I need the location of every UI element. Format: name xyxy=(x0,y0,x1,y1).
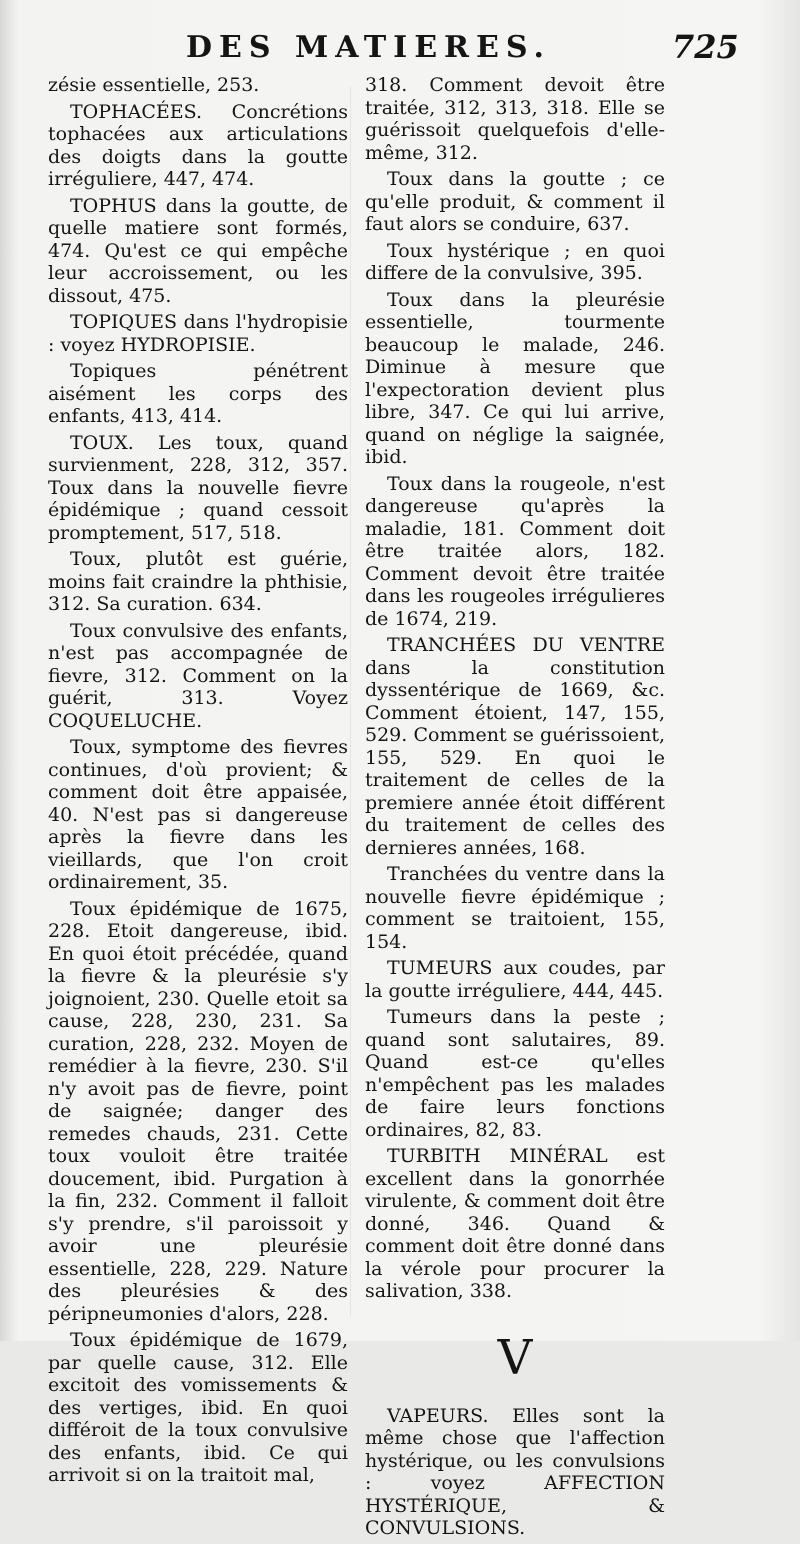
right-column xyxy=(365,74,665,1544)
index-entry: Toux hystérique ; en quoi differe de la convulsive, 395. xyxy=(365,239,665,284)
index-entry: Toux convulsive des enfants, n'est pas accompagnée de fievre, 312. Comment on la guérit, 313. Voyez COQUELUCHE. xyxy=(48,619,348,732)
index-entry: Toux épidémique de 1675, 228. Etoit dangereuse, ibid. En quoi étoit précédée, quand la fievre & la pleurésie s'y joignoient, 230. Quelle etoit sa cause, 228, 230, 231. Sa curation, 228, 232. Moyen de remédier à la fievre, 230. S'il n'y avoit pas de fievre, point de saignée; danger des remedes chauds, 231. Cette toux vouloit être traitée doucement, ibid. Purgation à la fin, 232. Comment il falloit s'y prendre, s'il paroissoit y avoir une pleurésie essentielle, 228, 229. Nature des pleurésies & des péripneumonies d'alors, 228. xyxy=(48,897,348,1325)
index-entry: TOPHACÉES. Concrétions tophacées aux articulations des doigts dans la goutte irréguliere, 447, 474. xyxy=(48,100,348,190)
column-gutter xyxy=(350,86,351,1316)
index-entry: Toux dans la goutte ; ce qu'elle produit, & comment il faut alors se conduire, 637. xyxy=(365,168,665,235)
index-entry: TOPIQUES dans l'hydropisie : voyez HYDROPISIE. xyxy=(48,311,348,356)
index-entry: Toux, plutôt est guérie, moins fait craindre la phthisie, 312. Sa curation. 634. xyxy=(48,548,348,615)
index-entry: TRANCHÉES DU VENTRE dans la constitution dyssentérique de 1669, &c. Comment étoient, 147, 155, 529. Comment se guérissoient, 155, 529. En quoi le traitement de celles de la premiere année étoit différent du traitement de celles des dernieres années, 168. xyxy=(365,634,665,859)
index-entry: Toux épidémique de 1679, par quelle cause, 312. Elle excitoit des vomissements & des vertiges, ibid. En quoi différoit de la toux convulsive des enfants, ibid. Ce qui arrivoit si on la traitoit mal, xyxy=(48,1329,348,1486)
running-head xyxy=(0,22,800,72)
index-entry: 318. Comment devoit être traitée, 312, 313, 318. Elle se guérissoit quelquefois d'elle-même, 312. xyxy=(365,74,665,164)
section-letter-heading: V xyxy=(497,1329,533,1386)
index-entry: zésie essentielle, 253. xyxy=(48,74,260,96)
index-entry: Tumeurs dans la peste ; quand sont salutaires, 89. Quand est-ce qu'elles n'empêchent pas les malades de faire leurs fonctions ordinaires, 82, 83. xyxy=(365,1006,665,1141)
index-entry: Toux, symptome des fievres continues, d'où provient; & comment doit être appaisée, 40. N'est pas si dangereuse après la fievre dans les vieillards, que l'on croit ordinairement, 35. xyxy=(48,736,348,893)
running-title: DES MATIERES. xyxy=(186,30,551,65)
page-number: 725 xyxy=(672,28,739,66)
index-entry: TURBITH MINÉRAL est excellent dans la gonorrhée virulente, & comment doit être donné, 346. Quand & comment doit être donné dans la vérole pour procurer la salivation, 338. xyxy=(365,1145,665,1302)
index-entry: Toux dans la pleurésie essentielle, tourmente beaucoup le malade, 246. Diminue à mesure que l'expectoration devient plus libre, 347. Ce qui lui arrive, quand on néglige la saignée, ibid. xyxy=(365,288,665,468)
index-entry: TOPHUS dans la goutte, de quelle matiere sont formés, 474. Qu'est ce qui empêche leur accroissement, ou les dissout, 475. xyxy=(48,194,348,307)
index-entry: TOUX. Les toux, quand survienment, 228, 312, 357. Toux dans la nouvelle fievre épidémique ; quand cessoit promptement, 517, 518. xyxy=(48,431,348,544)
left-column xyxy=(48,74,348,1491)
index-entry: Tranchées du ventre dans la nouvelle fievre épidémique ; comment se traitoient, 155, 154. xyxy=(365,863,665,953)
index-entry: VAPEURS. Elles sont la même chose que l'affection hystérique, ou les convulsions : voyez AFFECTION HYSTÉRIQUE, & CONVULSIONS. xyxy=(365,1404,665,1539)
index-entry: Topiques pénétrent aisément les corps des enfants, 413, 414. xyxy=(48,360,348,427)
index-entry: Toux dans la rougeole, n'est dangereuse qu'après la maladie, 181. Comment doit être traitée alors, 182. Comment devoit être traitée dans les rougeoles irrégulieres de 1674, 219. xyxy=(365,472,665,630)
index-entry: TUMEURS aux coudes, par la goutte irréguliere, 444, 445. xyxy=(365,957,665,1002)
